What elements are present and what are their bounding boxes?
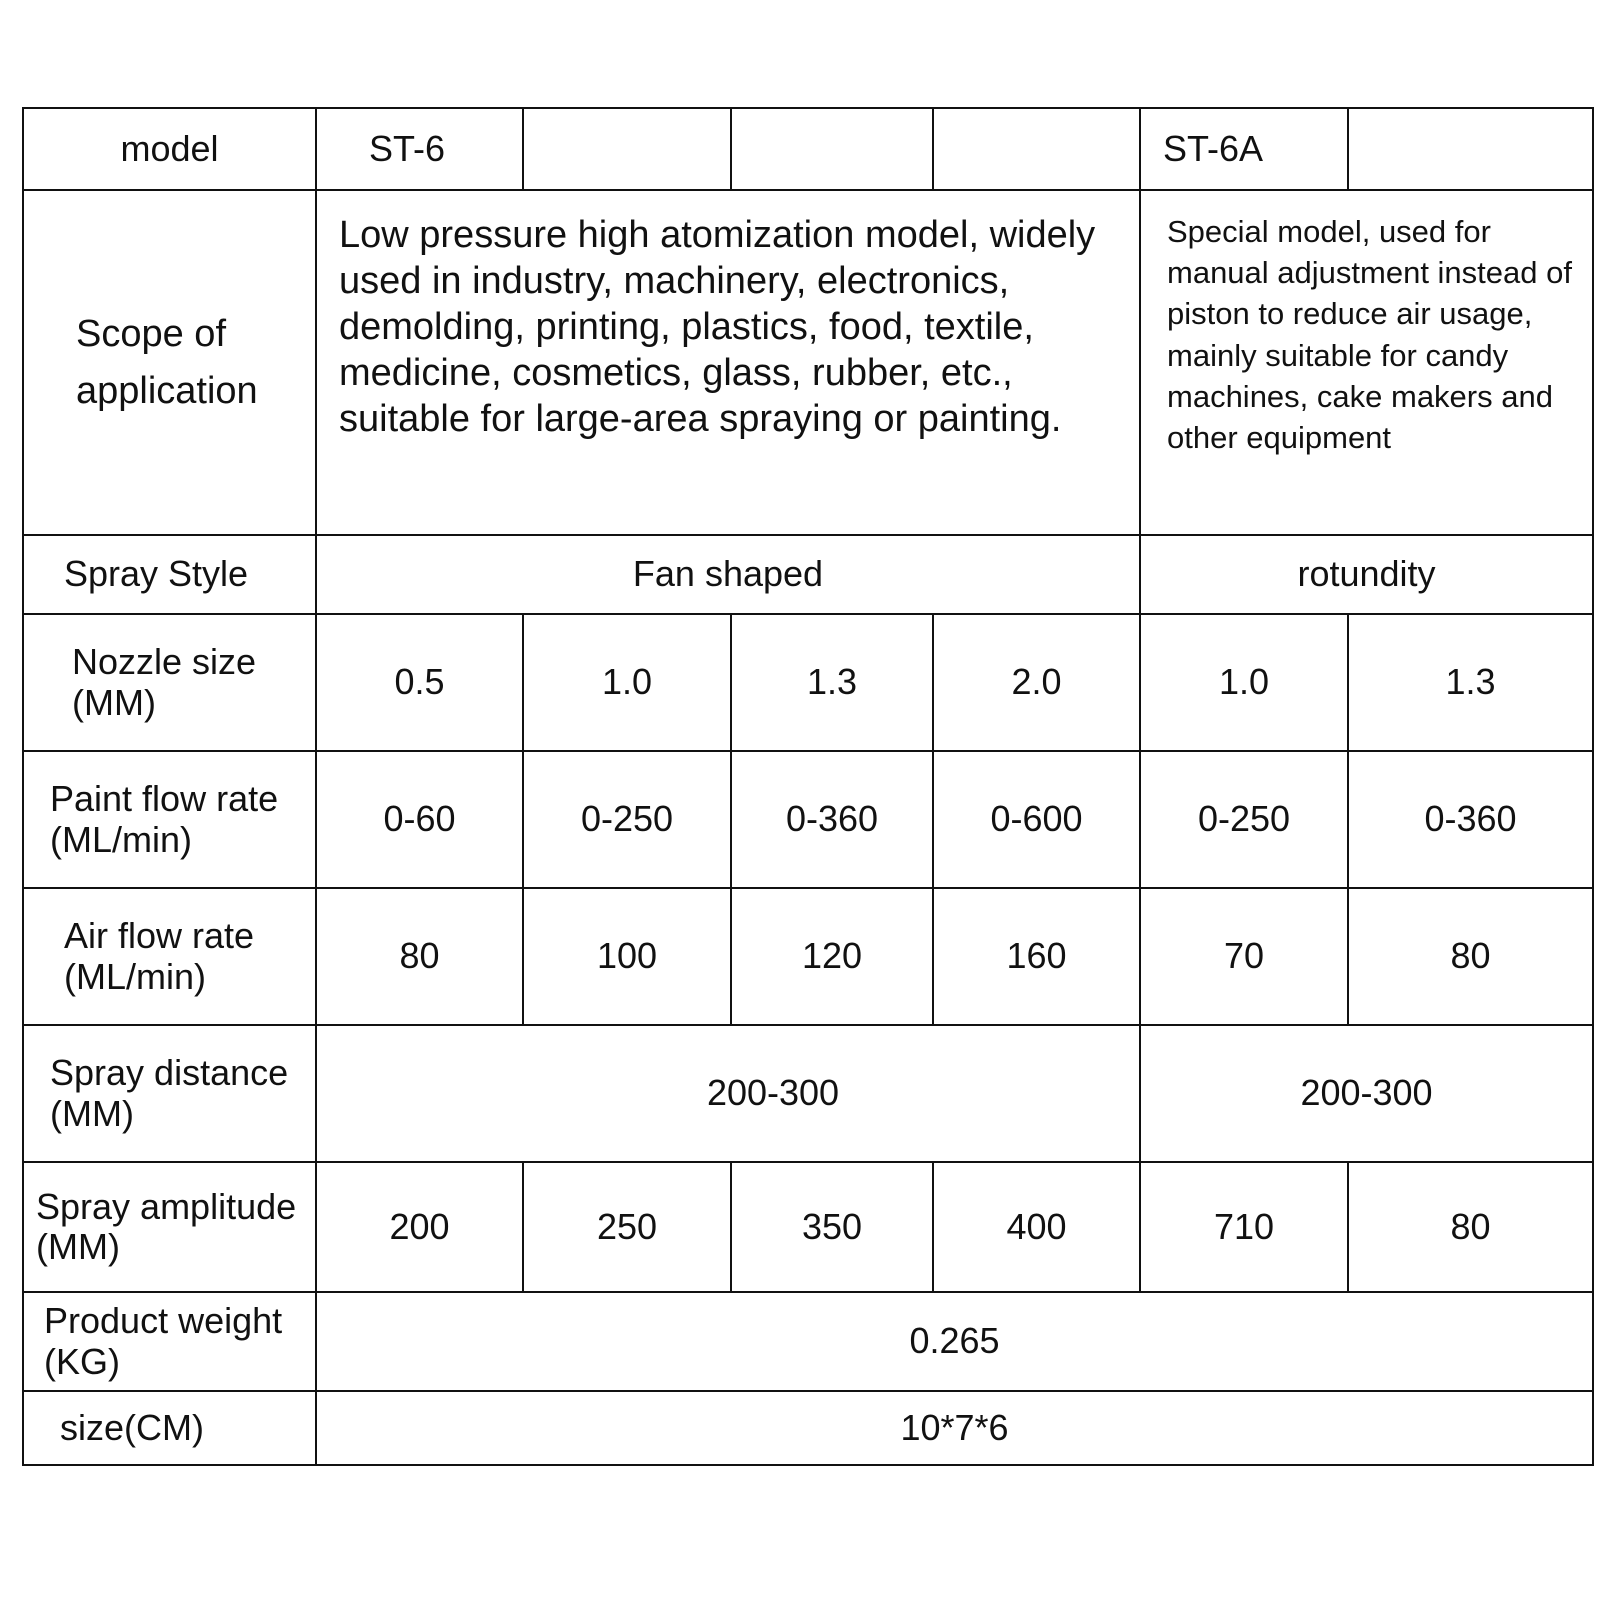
- spray-amplitude-value: 400: [933, 1162, 1140, 1292]
- nozzle-size-value: 1.3: [731, 614, 933, 751]
- spray-style-st6: Fan shaped: [316, 535, 1140, 614]
- scope-row: [23, 190, 1593, 535]
- paint-flow-value: 0-250: [523, 751, 731, 888]
- spray-amplitude-value: 250: [523, 1162, 731, 1292]
- spray-amplitude-value: 200: [316, 1162, 523, 1292]
- spray-amplitude-label: [23, 1162, 316, 1292]
- air-flow-value: 120: [731, 888, 933, 1025]
- spray-distance-st6a: 200-300: [1140, 1025, 1593, 1162]
- model-blank-1: [523, 108, 731, 190]
- scope-label-line-2: application: [76, 369, 258, 412]
- model-blank-3: [933, 108, 1140, 190]
- air-flow-value: 100: [523, 888, 731, 1025]
- size-label: size(CM): [23, 1391, 316, 1465]
- spray-amplitude-value: 350: [731, 1162, 933, 1292]
- scope-st6a-text: Special model, used for manual adjustment instead of piston to reduce air usage, mainly suitable for candy machines, cake makers and other equipment: [1140, 190, 1593, 535]
- spray-distance-label-line-1: Spray distance: [50, 1052, 289, 1094]
- model-st6a: ST-6A: [1140, 108, 1348, 190]
- nozzle-size-value: 1.3: [1348, 614, 1593, 751]
- spray-amplitude-label-line-1: Spray amplitude: [36, 1185, 297, 1227]
- scope-label-line-1: Scope of: [76, 312, 226, 355]
- spray-distance-label: [23, 1025, 316, 1162]
- spray-amplitude-value: 80: [1348, 1162, 1593, 1292]
- spray-distance-label-line-2: (MM): [50, 1092, 134, 1134]
- size-row: [23, 1391, 1593, 1465]
- air-flow-value: 80: [1348, 888, 1593, 1025]
- nozzle-size-value: 2.0: [933, 614, 1140, 751]
- spray-style-st6a: rotundity: [1140, 535, 1593, 614]
- nozzle-size-value: 0.5: [316, 614, 523, 751]
- nozzle-size-label-line-2: (MM): [72, 681, 156, 723]
- air-flow-value: 160: [933, 888, 1140, 1025]
- spray-amplitude-label-line-2: (MM): [36, 1226, 120, 1267]
- air-flow-row: [23, 888, 1593, 1025]
- air-flow-value: 70: [1140, 888, 1348, 1025]
- nozzle-size-value: 1.0: [1140, 614, 1348, 751]
- paint-flow-value: 0-60: [316, 751, 523, 888]
- spray-distance-row: [23, 1025, 1593, 1162]
- model-row: [23, 108, 1593, 190]
- product-weight-value: 0.265: [316, 1292, 1593, 1391]
- model-blank-4: [1348, 108, 1593, 190]
- scope-label: [23, 190, 316, 535]
- air-flow-label-line-2: (ML/min): [64, 955, 206, 997]
- paint-flow-value: 0-360: [731, 751, 933, 888]
- paint-flow-value: 0-360: [1348, 751, 1593, 888]
- spray-amplitude-row: [23, 1162, 1593, 1292]
- nozzle-size-row: [23, 614, 1593, 751]
- spray-style-row: [23, 535, 1593, 614]
- product-weight-row: [23, 1292, 1593, 1391]
- model-st6: ST-6: [316, 108, 523, 190]
- spray-style-label: Spray Style: [23, 535, 316, 614]
- spray-distance-st6: 200-300: [316, 1025, 1140, 1162]
- model-label: model: [23, 108, 316, 190]
- air-flow-label-line-1: Air flow rate: [64, 915, 255, 957]
- nozzle-size-label: [23, 614, 316, 751]
- model-blank-2: [731, 108, 933, 190]
- paint-flow-label-line-1: Paint flow rate: [50, 778, 279, 820]
- product-weight-label: [23, 1292, 316, 1391]
- air-flow-value: 80: [316, 888, 523, 1025]
- paint-flow-value: 0-250: [1140, 751, 1348, 888]
- nozzle-size-value: 1.0: [523, 614, 731, 751]
- spec-table: [22, 107, 1594, 1466]
- air-flow-label: [23, 888, 316, 1025]
- product-weight-label-line-1: Product weight: [44, 1300, 283, 1342]
- scope-st6-text: Low pressure high atomization model, widely used in industry, machinery, electronics, demolding, printing, plastics, food, textile, medicine, cosmetics, glass, rubber, etc., suitable for large-area spraying or painting.: [316, 190, 1140, 535]
- spray-amplitude-value: 710: [1140, 1162, 1348, 1292]
- nozzle-size-label-line-1: Nozzle size: [72, 641, 257, 683]
- paint-flow-label-line-2: (ML/min): [50, 818, 192, 860]
- product-weight-label-line-2: (KG): [44, 1340, 120, 1382]
- paint-flow-value: 0-600: [933, 751, 1140, 888]
- paint-flow-label: [23, 751, 316, 888]
- paint-flow-row: [23, 751, 1593, 888]
- size-value: 10*7*6: [316, 1391, 1593, 1465]
